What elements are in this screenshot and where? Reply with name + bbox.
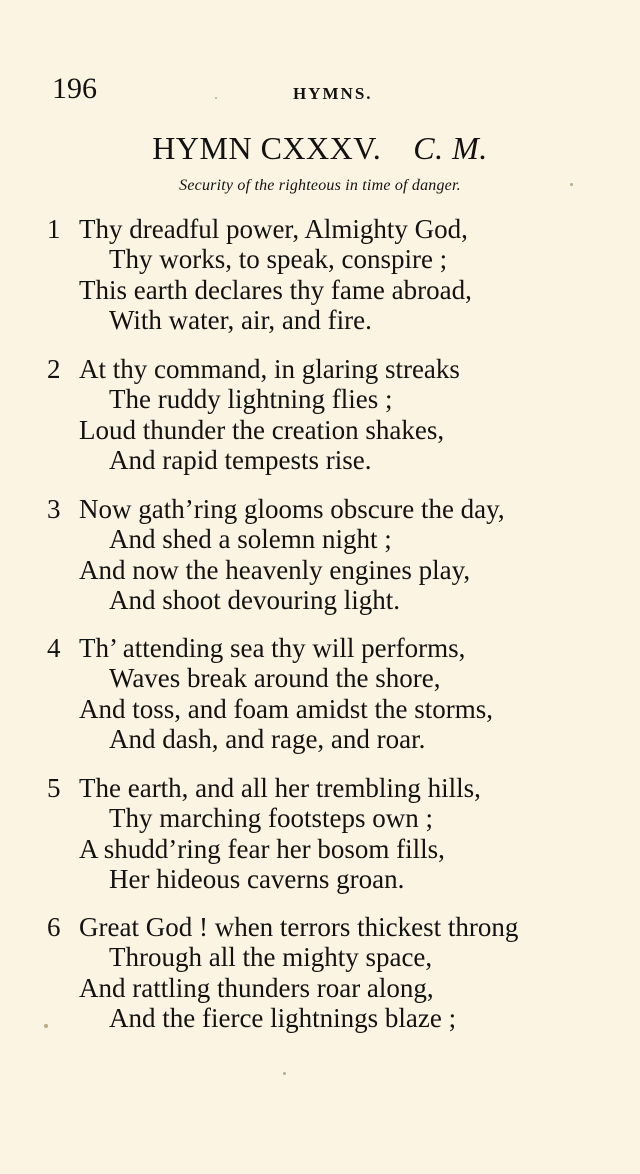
verse-line: A shudd’ring fear her bosom fills, xyxy=(79,834,445,864)
page-number: 196 xyxy=(52,72,97,105)
verse-line: Thy works, to speak, conspire ; xyxy=(109,244,448,274)
verse-line: Through all the mighty space, xyxy=(109,942,433,972)
stanza-number: 1 xyxy=(47,214,61,244)
verse-line: And rattling thunders roar along, xyxy=(79,973,434,1003)
stanza-number: 6 xyxy=(47,912,61,942)
verse-line: The ruddy lightning flies ; xyxy=(109,384,393,414)
hymn-number: HYMN CXXXV. xyxy=(152,130,382,166)
verse-line: And dash, and rage, and roar. xyxy=(109,724,426,754)
stanza-number: 2 xyxy=(47,354,61,384)
paper-speck xyxy=(283,1072,286,1075)
verse-line: The earth, and all her trembling hills, xyxy=(79,773,481,803)
verse-line: Her hideous caverns groan. xyxy=(109,864,405,894)
verse-line: And shoot devouring light. xyxy=(109,585,400,615)
verse-line: Th’ attending sea thy will performs, xyxy=(79,633,466,663)
hymn-subtitle: Security of the righteous in time of danger. xyxy=(179,177,461,194)
verse-line: This earth declares thy fame abroad, xyxy=(79,275,472,305)
verse-line: Now gath’ring glooms obscure the day, xyxy=(79,494,505,524)
stanza-number: 4 xyxy=(47,633,61,663)
paper-speck xyxy=(215,97,217,99)
verse-line: At thy command, in glaring streaks xyxy=(79,354,460,384)
hymn-meter: C. M. xyxy=(413,130,488,166)
verse-line: Thy dreadful power, Almighty God, xyxy=(79,214,468,244)
stanza-number: 3 xyxy=(47,494,61,524)
paper-speck xyxy=(44,1024,48,1028)
paper-speck xyxy=(570,183,573,186)
verse-line: Loud thunder the creation shakes, xyxy=(79,415,445,445)
verse-line: With water, air, and fire. xyxy=(109,305,372,335)
verse-line: And the fierce lightnings blaze ; xyxy=(109,1003,457,1033)
verse-line: And now the heavenly engines play, xyxy=(79,555,471,585)
verse-line: Great God ! when terrors thickest throng xyxy=(79,912,519,942)
verse-line: And shed a solemn night ; xyxy=(109,524,392,554)
verse-line: Thy marching footsteps own ; xyxy=(109,803,433,833)
verse-line: Waves break around the shore, xyxy=(109,663,441,693)
verse-line: And rapid tempests rise. xyxy=(109,445,372,475)
stanza-number: 5 xyxy=(47,773,61,803)
verse-line: And toss, and foam amidst the storms, xyxy=(79,694,493,724)
running-head: HYMNS. xyxy=(293,84,373,103)
hymn-title xyxy=(0,132,640,164)
